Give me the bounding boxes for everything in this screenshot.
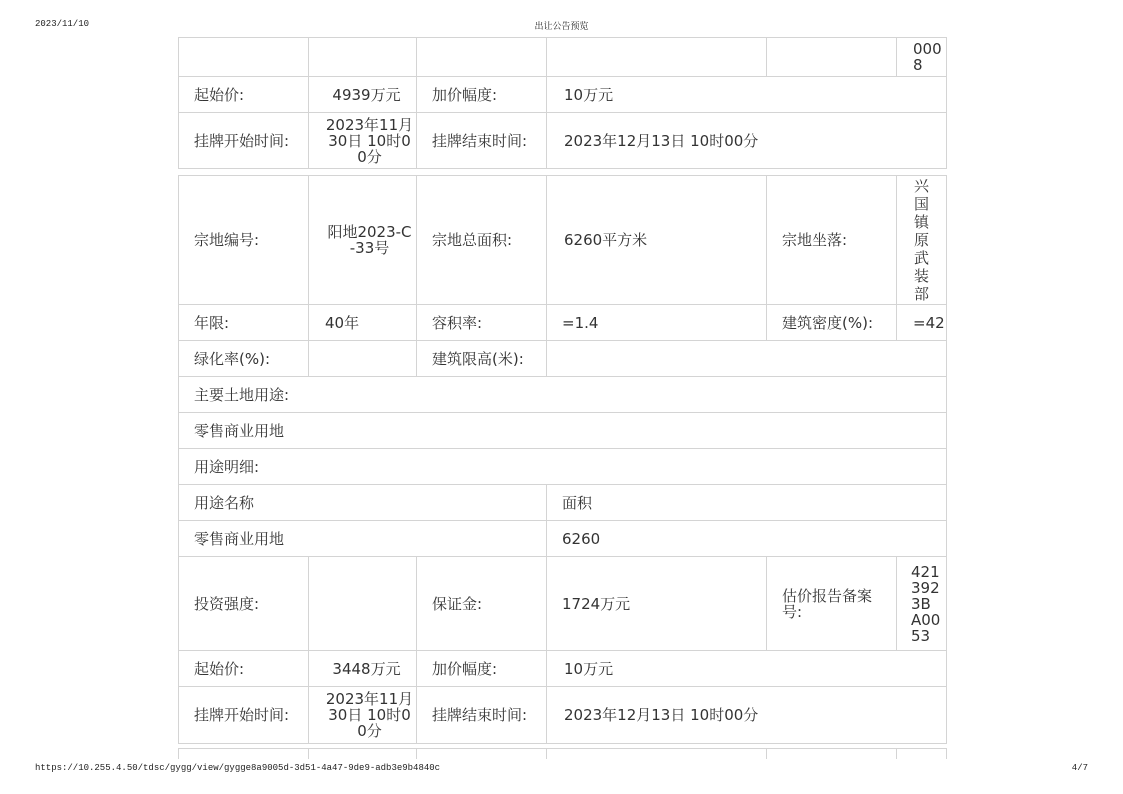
use-name-value: 零售商业用地 [179, 521, 547, 557]
height-label: 建筑限高(米): [417, 341, 547, 377]
listing-end-label: 挂牌结束时间: [417, 687, 547, 744]
table-row [179, 341, 947, 377]
empty-cell [417, 38, 547, 77]
print-date: 2023/11/10 [35, 19, 90, 29]
far-value: =1.4 [547, 305, 767, 341]
empty-cell [179, 38, 309, 77]
listing-start-text: 2023年11月30日 10时00分 [325, 115, 414, 166]
main-use-value: 零售商业用地 [179, 413, 947, 449]
height-value [547, 341, 947, 377]
start-price-label: 起始价: [179, 77, 309, 113]
empty-cell [309, 749, 417, 759]
empty-cell [767, 749, 897, 759]
parcel-table [178, 175, 947, 744]
increment-label: 加价幅度: [417, 651, 547, 687]
table-row [179, 449, 947, 485]
listing-end-label: 挂牌结束时间: [417, 113, 547, 169]
start-price-value: 3448万元 [309, 651, 417, 687]
deposit-label: 保证金: [417, 557, 547, 651]
page-title: 出让公告预览 [534, 22, 589, 32]
increment-value: 10万元 [547, 651, 947, 687]
empty-cell [897, 749, 947, 759]
appraisal-label: 估价报告备案号: [767, 557, 897, 651]
parcel-no-text: 阳地2023-C-33号 [327, 223, 412, 257]
empty-cell [767, 38, 897, 77]
listing-start-value [309, 687, 417, 744]
area-header: 面积 [547, 485, 947, 521]
increment-label: 加价幅度: [417, 77, 547, 113]
table-row [179, 687, 947, 744]
appraisal-number-value: 0008 [897, 38, 947, 77]
density-value: =42 [897, 305, 947, 341]
increment-value: 10万元 [547, 77, 947, 113]
deposit-value: 1724万元 [547, 557, 767, 651]
table-row [179, 38, 947, 77]
table-row [179, 113, 947, 169]
parcel-no-label: 宗地编号: [179, 176, 309, 305]
invest-label: 投资强度: [179, 557, 309, 651]
listing-end-value: 2023年12月13日 10时00分 [547, 687, 947, 744]
table-row [179, 749, 947, 759]
listing-start-label: 挂牌开始时间: [179, 687, 309, 744]
start-price-label: 起始价: [179, 651, 309, 687]
empty-cell [547, 749, 767, 759]
use-name-header: 用途名称 [179, 485, 547, 521]
use-area-value: 6260 [547, 521, 947, 557]
page-url: https://10.255.4.50/tdsc/gygg/view/gygge8a9005d-3d51-4a47-9de9-adb3e9b4840c [35, 763, 441, 773]
page-number: 4/7 [1071, 763, 1088, 773]
green-value [309, 341, 417, 377]
appraisal-value [897, 557, 947, 651]
empty-cell [547, 38, 767, 77]
appraisal-text: 4213923BA0053 [911, 562, 941, 645]
total-area-value: 6260平方米 [547, 176, 767, 305]
parcel-table-next [178, 748, 947, 759]
term-value: 40年 [309, 305, 417, 341]
parcel-no-value [309, 176, 417, 305]
empty-cell [179, 749, 309, 759]
table-row [179, 377, 947, 413]
table-row [179, 521, 947, 557]
parcel-table-previous [178, 37, 947, 169]
table-row [179, 305, 947, 341]
use-detail-label: 用途明细: [179, 449, 947, 485]
listing-end-value: 2023年12月13日 10时00分 [547, 113, 947, 169]
location-value [897, 176, 947, 305]
empty-cell [309, 38, 417, 77]
location-text: 兴国镇原武装部 [913, 177, 929, 303]
main-use-label: 主要土地用途: [179, 377, 947, 413]
listing-start-label: 挂牌开始时间: [179, 113, 309, 169]
table-row [179, 413, 947, 449]
empty-cell [417, 749, 547, 759]
far-label: 容积率: [417, 305, 547, 341]
table-row [179, 557, 947, 651]
green-label: 绿化率(%): [179, 341, 309, 377]
table-row [179, 651, 947, 687]
table-row [179, 77, 947, 113]
start-price-value: 4939万元 [309, 77, 417, 113]
table-row [179, 176, 947, 305]
location-label: 宗地坐落: [767, 176, 897, 305]
listing-start-text: 2023年11月30日 10时00分 [325, 690, 414, 740]
listing-start-value [309, 113, 417, 169]
total-area-label: 宗地总面积: [417, 176, 547, 305]
table-row [179, 485, 947, 521]
term-label: 年限: [179, 305, 309, 341]
invest-value [309, 557, 417, 651]
density-label: 建筑密度(%): [767, 305, 897, 341]
